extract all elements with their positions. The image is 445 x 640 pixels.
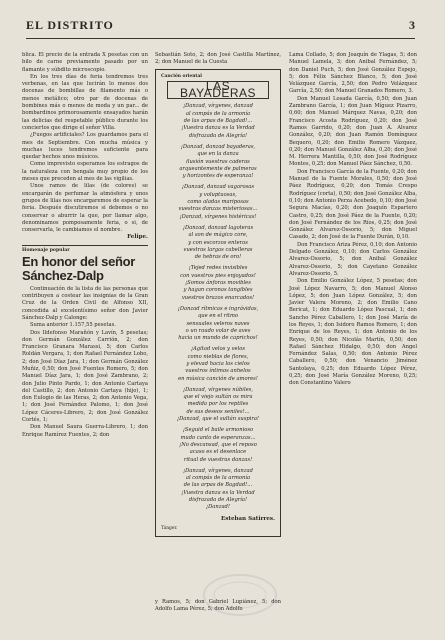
poem-line: que en la danza [197, 151, 239, 158]
poem-line: vuestros brazos enarcados! [181, 294, 255, 301]
poem-stanza [161, 184, 275, 220]
poem-line: ¡Danzad, danzad bayaderas, [180, 143, 256, 150]
poem-line: que en el ritmo [197, 313, 239, 320]
column-2-bottom: y Ramos, 5; don Gabriel Lupiánez, 5; don Adolfo Lama Pérez, 5; don Adolfo [155, 599, 281, 613]
poem-line: ¡Agitad velos y velos [190, 346, 246, 353]
column-1 [22, 52, 148, 439]
poem-line: ¡No descansad, que el reposo [179, 441, 257, 448]
paragraph: En los tres días de feria tendremos tres verbenas, en las que lucirán lo menos dos docenas de bombillas de filamento más o menos metálico; otro par de docenas de bombines más o menos de moda y un par... de bombardinos primorosamente ensayados harán las delicias del respetable público durante los conciertos que dirige el señor Villa. [22, 73, 148, 131]
poem-line: ¡Danzad! [206, 504, 230, 511]
paragraph: Don Francisco Ariza Pérez, 0,10; don Antonio Delgado González, 0,10; don Carlos González Alvarez-Ossorio, 5; don Anibal González Alvarez-Ossorio, 5; don Cayetano González Alvarez-Ossorio, 5. [289, 241, 417, 277]
poem-stanza [161, 468, 275, 512]
poem-stanza [161, 306, 275, 342]
paragraph: Como imprevisto esperamos los estragos de la naturaleza con bengala muy propio de los meses que preceden al mes de las vigilias. [22, 161, 148, 183]
paragraph: Don Francisco García de la Fuente, 0,20; don Manuel de la Fuente Morales, 0,50; don José Páez Rodríguez, 0,20; don Tomás Crespo Rodríguez (corta), 0,50; don José González Alba, 0,10; don Antonio Perza Acebedo, 0,10; don José Segura Macías, 0,20; don Joaquín Espartero Castro, 0,25; don José Páez de la Fuente, 0,20; don José Fernández de los Ríos, 0,25; don José González Alvarez-Ossorio, 5; don Miguel Casado, 2; don José de la Fuente Durán, 0,10. [289, 168, 417, 241]
library-stamp-icon [200, 570, 280, 620]
poem-stanza [161, 387, 275, 423]
paragraph: Dos Ildefonso Marañón y Lavín, 5 pesetas; don Germán González Carrión, 2; don Francisco Granara Marassi, 5; don Carlos Roldán Vergara, 1; don Rafael Fernández Lobo, 2; don José Díaz Jara, 1; don Germán González Muñiz, 0,50; don José Fuentes Romero, 5; don Manuel Díaz Jara, 1; don José Zambrano, 2; don Julio Pinto Pardo, 1; don Antonio Cartaya del Castillo, 2; don Antonio Cartaya (hijo), 1; don Eulogio de las Heras, 2; don Antonio Vega, 1; don José Fernández Palomo, 1; don José López Cáceres-Librero, 2; don José González Cortés, 1; [22, 329, 148, 424]
poem-line: de hebras de oro! [194, 254, 242, 261]
poem-line: y con escorzos enteras [188, 239, 248, 246]
poem-line: y hagan coronas tangibles [183, 287, 253, 294]
paragraph: Continuación de la lista de las personas que contribuyen a costear las insignias de la Gran Cruz de la Orden Civil de Alfonso XII, concedida al excelentísimo señor don Javier Sánchez-Dalp y Calonge: [22, 285, 148, 321]
poem-title: LAS BAYADERAS [167, 81, 269, 100]
poem-kicker: Canción oriental [161, 73, 202, 79]
poem-line: ¡Danzad, danzad lagoteras [182, 224, 254, 231]
poem-line: ¡Danzad rítmicas e ingrávidas, [177, 305, 259, 312]
poem-line: que el viejo sultán os mira [183, 394, 253, 401]
poem-line: ¡Danzad, vírgenes núbiles, [182, 386, 253, 393]
poem-line: al compás de la armonía [185, 110, 251, 117]
poem-line: ¡Somos ánforas movibles [185, 280, 251, 287]
poem-stanza [161, 225, 275, 261]
poem-line: con vuestros pies enjoyados! [180, 272, 256, 279]
poem-line: ¡Danzad, que el sultán suspira! [176, 416, 259, 423]
poem-line: ¡Danzad, vírgenes, danzad [183, 467, 253, 474]
poem-line: ¡Vuestra danza es la Verdad [181, 489, 255, 496]
poem-line: al son de mágico core, [188, 232, 248, 239]
masthead: EL DISTRITO [26, 18, 114, 32]
poem-line: disfrazada de Alegría! [188, 497, 248, 504]
paragraph: blica. El precio de la entrada X pesetas con un bilo de carne previamente pasado por un flamante y súbdito microscopio. [22, 52, 148, 73]
poem-line: hacia un mundo de caprichos! [178, 335, 258, 342]
poem-line: ilusión vuestras caderas [186, 158, 250, 165]
poem-line: vuestras danzas misteriosas... [178, 206, 258, 213]
poem-line: mudo canto de esperanzas... [180, 434, 256, 441]
poem-place: Tánger. [161, 525, 178, 531]
paragraph: Don Manuel Losada García, 0,50; don Juan Zambrano García, 1; don Juan Míguez Pizarro, 0,60; don Manuel Márquez Navas, 0,20; don Francisco Acosta Rodríguez, 0,20; don José Ramos Garrido, 0,20; don Juan A. Alvarez González, 0,20; don Juan Ramón Domínguez Bequero, 0,20; don Emilio Romero Vázquez, 0,20; don Manuel González Alba, 0,20; don José M. Herrera Mantilla, 0,50; don José Rodríguez Montes, 0,25; don Manuel Páez Sánchez, 0,50. [289, 95, 417, 168]
poem-line: en música canción de amores! [178, 375, 258, 382]
paragraph: Lama Collado, 5; don Joaquín de Ylagas, 5; don Manuel Lamela, 3; don Anibal Fernández, 5; don Daniel Puch, 5; don José González Espejo, 5; don Félix Sánchez Blanco, 5; don José Velázquez García, 2,50; don Pedro Velázquez García, 2,50; don Manuel Granados Romero, 3. [289, 52, 417, 95]
poem-line: al compás de la armonía [185, 475, 251, 482]
page-number: 3 [409, 18, 415, 32]
poem-line: ¡Tejed redes invisibles [188, 265, 248, 272]
poem-line: ¡Danzad, danzad vagarosas [181, 184, 255, 191]
poem-stanza [161, 103, 275, 139]
page-header [26, 18, 415, 39]
poem-line: ¡Vuestra danza es la Verdad [181, 125, 255, 132]
paragraph: Don Emilio González López, 5 pesetas; don José López Navarro, 5; don Manuel Alonso López, 5; don Juan López González, 5; don Javier Valera Moreno, 2; don Emilio Cano Bericat, 1; don Eduardo López Pascual, 1; don Sancho Pérez Caballero, 1; don José María de los Reyes, 1; don Isidoro Ramos Romero, 1; don Enrique de los Reyes, 1; don Antonio de los Reyes, 0,50; don Nicolás Martín, 0,50; don Rafael Sánchez Hidalgo, 0,50; don Angel Fernández Salas, 0,50; don Antonio Pérez Caballero, 0,50; don Venancio Jiménez Santolaya, 0,25; don Eduardo López Pérez, 0,25; don José María González Moreno, 0,25; don Constantino Valero [289, 278, 417, 387]
poem-line: arqueantemente de palmeras [179, 165, 257, 172]
poem-line: ritual de vuestras danzas! [183, 456, 253, 463]
poem-line: acaso es el desenlace [189, 449, 247, 456]
poem-line: de sus deseos seniles!... [186, 408, 250, 415]
column-2 [155, 52, 281, 537]
paragraph: Unos ramos de lilas (de colores) se encargarán de perfumar la atmósfera y unos grupos de lilas nos encargaremos de esperar la feria. Después discutiremos si debemos o no conservar o aburrir la que, por llamar algo, denominamos pomposamente feria, o si, de conservarla, le cambiamos el nombre. [22, 183, 148, 234]
poem-line: de las arpas de Bagdad!... [183, 118, 253, 125]
poem-line: medida por los reptiles [187, 401, 249, 408]
poem-line: como aladas mariposas [187, 199, 249, 206]
poem-line: vuestros íntimos anhelos [185, 368, 251, 375]
poem-line: disfrazada de Alegría! [188, 132, 248, 139]
poem-stanzas [161, 103, 275, 511]
paragraph: Suma anterior 1.157,55 pesetas. [30, 322, 116, 329]
paragraph: Don Manuel Saura Guerra-Librero, 1; don Enrique Ramírez Fuentes, 2; don [22, 424, 148, 438]
poem-stanza [161, 265, 275, 301]
poem-line: sensuales veleros naves [186, 320, 250, 327]
poem-stanza [161, 144, 275, 180]
article-signature: Felipe. [127, 234, 148, 241]
paragraph: Sebastián Soto, 2; don José Castilla Martínez, 2; don Manuel de la Cuesta [155, 52, 281, 66]
poem-author: Esteban Satirres. [220, 515, 275, 522]
poem-line: ¡Danzad, vírgenes histéricas! [179, 213, 257, 220]
column-3 [289, 52, 417, 388]
poem-line: y elevad hacia los cielos [186, 360, 250, 367]
poem-stanza [161, 346, 275, 382]
poem-line: o un raudo volar de aves [185, 327, 251, 334]
article-kicker: Homenaje popular [22, 247, 70, 253]
poem-line: y horizontes de esperanza! [182, 173, 254, 180]
article-headline: En honor del señor Sánchez-Dalp [22, 253, 136, 283]
poem-box [155, 69, 281, 538]
poem-line: ¡Danzad, vírgenes, danzad [183, 103, 253, 110]
poem-line: ¡Seguid el baile armonioso [182, 427, 254, 434]
poem-stanza [161, 427, 275, 463]
poem-line: y voluptuosas, [199, 191, 237, 198]
poem-line: de las arpas de Bagdad!... [183, 482, 253, 489]
poem-line: como nieblas de flores, [187, 353, 249, 360]
column-divider [22, 245, 148, 246]
paragraph: ¿Fuegos artificiales? Los guardamos para el mes de Septiembre. Con mucha música y muchas luces tendremos suficiente para quedar hechos unos músicos. [22, 132, 148, 161]
poem-line: vuestras largas cabelleras [183, 246, 253, 253]
